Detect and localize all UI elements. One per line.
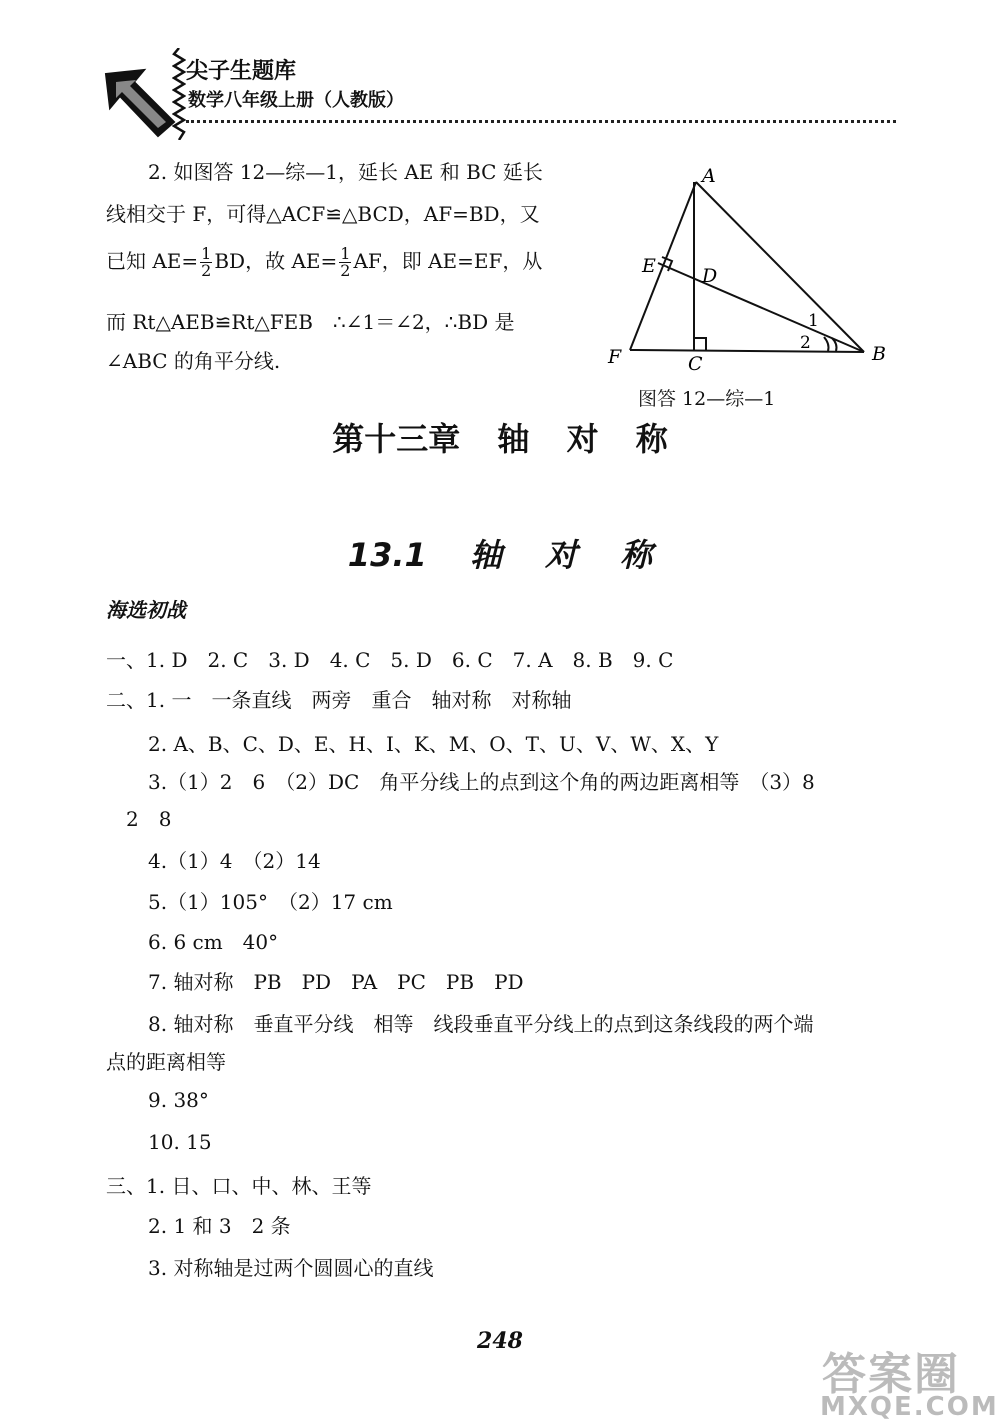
answer-line: 9. 38° [148,1088,209,1112]
answer-line: 三、1. 日、口、中、林、王等 [106,1174,372,1198]
fraction-half: $\frac{1}{2}$ [340,244,351,280]
answer-line: 6. 6 cm 40° [148,930,279,954]
answer-line: 7. 轴对称 PB PD PA PC PB PD [148,970,524,994]
header-dotted-rule [186,120,896,123]
problem2-line4: 而 Rt△AEB≌Rt△FEB ∴∠1＝∠2，∴BD 是 [106,310,515,334]
figure-caption: 图答 12—综—1 [638,388,776,410]
label-angle-1: 1 [808,311,819,331]
answer-line: 点的距离相等 [106,1050,226,1074]
right-angle-C [694,338,706,351]
fraction-half: $\frac{1}{2}$ [201,244,212,280]
header-zigzag-divider [172,48,186,140]
watermark-url: MXQE.COM [820,1392,999,1422]
page-number: 248 [477,1328,523,1354]
answer-line: 4.（1）4 （2）14 [148,849,321,873]
problem2-line1: 2. 如图答 12—综—1，延长 AE 和 BC 延长 [148,160,543,184]
problem2-line3: 已知 AE= $\frac{1}{2}$ BD，故 AE= $\frac{1}{2}$ AF，即 AE=EF，从 [106,244,543,280]
answer-line: 2. 1 和 3 2 条 [148,1214,291,1238]
answer-line: 二、1. 一 一条直线 两旁 重合 轴对称 对称轴 [106,688,572,712]
label-F: F [608,346,622,368]
triangle-figure [600,160,900,380]
answer-line: 10. 15 [148,1130,212,1154]
label-A: A [702,165,716,187]
answer-line: 2. A、B、C、D、E、H、I、K、M、O、T、U、V、W、X、Y [148,732,719,756]
arrow-logo-icon [100,64,180,140]
answer-line: 2 8 [126,807,172,831]
book-subtitle: 数学八年级上册（人教版） [188,90,404,111]
chapter-title: 第十三章 轴 对 称 [332,420,668,458]
answer-line: 5.（1）105° （2）17 cm [148,890,393,914]
label-D: D [702,265,718,287]
label-E: E [642,255,656,277]
answer-line: 3.（1）2 6 （2）DC 角平分线上的点到这个角的两边距离相等 （3）8 [148,770,815,794]
section-title: 13.1 轴 对 称 [347,536,653,574]
answer-line: 8. 轴对称 垂直平分线 相等 线段垂直平分线上的点到这条线段的两个端 [148,1012,814,1036]
label-C: C [688,353,703,375]
label-angle-2: 2 [800,333,811,353]
subheading: 海选初战 [106,598,186,622]
answer-line: 一、1. D 2. C 3. D 4. C 5. D 6. C 7. A 8. B 9. C [106,648,674,672]
segment-AB [696,182,864,352]
problem2-line5: ∠ABC 的角平分线. [106,349,281,373]
watermark-logo: 答案圈 [822,1349,960,1400]
label-B: B [872,343,886,365]
angle-arc-2 [824,337,829,351]
problem2-line2: 线相交于 F，可得△ACF≌△BCD，AF=BD，又 [106,202,540,226]
answer-line: 3. 对称轴是过两个圆圆心的直线 [148,1256,434,1280]
book-title: 尖子生题库 [186,59,297,84]
